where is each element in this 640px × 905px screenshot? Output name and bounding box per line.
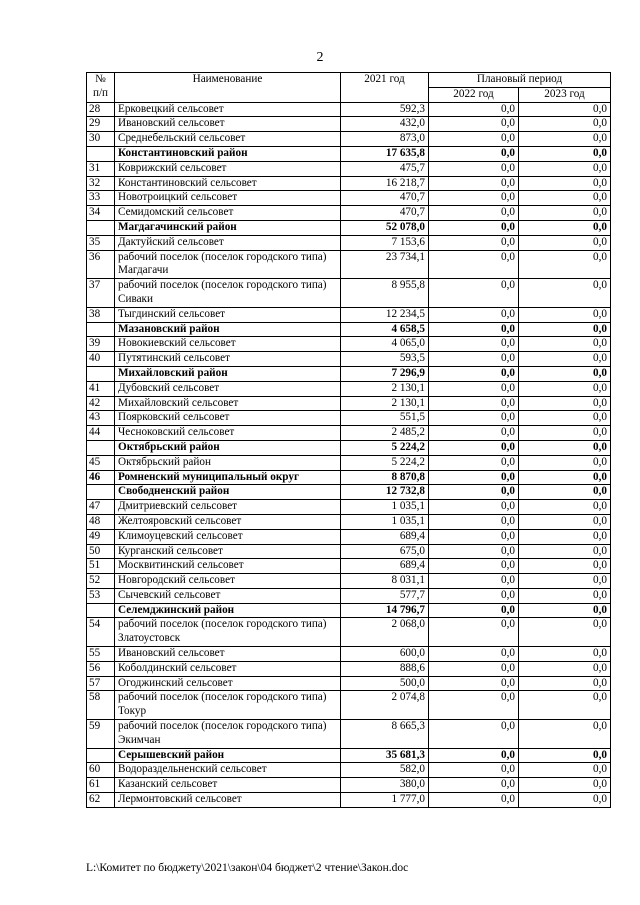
row-2021-cell: 12 234,5	[341, 307, 429, 322]
row-name-cell: Новгородский сельсовет	[115, 574, 341, 589]
row-2023-cell: 0,0	[519, 337, 611, 352]
table-row	[87, 500, 611, 515]
row-number-cell: 56	[87, 661, 115, 676]
row-2023-cell: 0,0	[519, 146, 611, 161]
row-2023-cell: 0,0	[519, 322, 611, 337]
table-row	[87, 529, 611, 544]
row-2023-cell: 0,0	[519, 470, 611, 485]
row-number-cell: 44	[87, 426, 115, 441]
row-2021-cell: 577,7	[341, 588, 429, 603]
row-name-cell: Водораздельненский сельсовет	[115, 763, 341, 778]
table-row	[87, 191, 611, 206]
row-2021-cell: 551,5	[341, 411, 429, 426]
row-name-cell: рабочий поселок (поселок городского типа) Экимчан	[115, 720, 341, 749]
row-name-cell: Октябрьский район	[115, 455, 341, 470]
row-2022-cell: 0,0	[429, 191, 519, 206]
row-2022-cell: 0,0	[429, 337, 519, 352]
row-2021-cell: 5 224,2	[341, 440, 429, 455]
row-number-cell: 60	[87, 763, 115, 778]
row-2022-cell: 0,0	[429, 176, 519, 191]
row-2022-cell: 0,0	[429, 146, 519, 161]
row-number-cell: 29	[87, 117, 115, 132]
row-name-cell: Октябрьский район	[115, 440, 341, 455]
row-number-cell: 46	[87, 470, 115, 485]
row-name-cell: Ромненский муниципальный округ	[115, 470, 341, 485]
table-row	[87, 544, 611, 559]
row-2023-cell: 0,0	[519, 352, 611, 367]
row-2022-cell: 0,0	[429, 500, 519, 515]
row-2022-cell: 0,0	[429, 514, 519, 529]
table-row-subtotal	[87, 485, 611, 500]
row-number-cell	[87, 603, 115, 618]
row-2023-cell: 0,0	[519, 132, 611, 147]
table-row	[87, 720, 611, 749]
row-name-cell: Новокиевский сельсовет	[115, 337, 341, 352]
row-number-cell	[87, 485, 115, 500]
row-2021-cell: 500,0	[341, 676, 429, 691]
row-number-cell: 35	[87, 235, 115, 250]
row-name-cell: Дубовский сельсовет	[115, 381, 341, 396]
header-2021: 2021 год	[341, 73, 429, 103]
row-2023-cell: 0,0	[519, 618, 611, 647]
row-2022-cell: 0,0	[429, 603, 519, 618]
row-2021-cell: 17 635,8	[341, 146, 429, 161]
row-2022-cell: 0,0	[429, 250, 519, 279]
row-2023-cell: 0,0	[519, 206, 611, 221]
row-2023-cell: 0,0	[519, 161, 611, 176]
row-name-cell: Сычевский сельсовет	[115, 588, 341, 603]
row-number-cell	[87, 748, 115, 763]
row-2021-cell: 8 870,8	[341, 470, 429, 485]
row-2021-cell: 380,0	[341, 778, 429, 793]
row-2022-cell: 0,0	[429, 485, 519, 500]
row-number-cell: 55	[87, 647, 115, 662]
row-2021-cell: 23 734,1	[341, 250, 429, 279]
row-2022-cell: 0,0	[429, 440, 519, 455]
row-2021-cell: 888,6	[341, 661, 429, 676]
row-2023-cell: 0,0	[519, 381, 611, 396]
row-2023-cell: 0,0	[519, 307, 611, 322]
row-2023-cell: 0,0	[519, 279, 611, 308]
row-2023-cell: 0,0	[519, 235, 611, 250]
row-2023-cell: 0,0	[519, 720, 611, 749]
row-name-cell: Ерковецкий сельсовет	[115, 102, 341, 117]
table-row	[87, 307, 611, 322]
header-2022: 2022 год	[429, 87, 519, 102]
row-2022-cell: 0,0	[429, 352, 519, 367]
row-2021-cell: 7 153,6	[341, 235, 429, 250]
table-row	[87, 661, 611, 676]
row-2022-cell: 0,0	[429, 618, 519, 647]
table-row	[87, 381, 611, 396]
table-row-subtotal	[87, 470, 611, 485]
row-name-cell: Курганский сельсовет	[115, 544, 341, 559]
row-2021-cell: 8 031,1	[341, 574, 429, 589]
row-2021-cell: 593,5	[341, 352, 429, 367]
table-row-subtotal	[87, 220, 611, 235]
row-2023-cell: 0,0	[519, 191, 611, 206]
row-2022-cell: 0,0	[429, 366, 519, 381]
row-2021-cell: 16 218,7	[341, 176, 429, 191]
row-2022-cell: 0,0	[429, 470, 519, 485]
budget-table-container	[86, 72, 610, 808]
row-2022-cell: 0,0	[429, 748, 519, 763]
row-2023-cell: 0,0	[519, 220, 611, 235]
table-row	[87, 455, 611, 470]
row-2022-cell: 0,0	[429, 588, 519, 603]
row-number-cell: 34	[87, 206, 115, 221]
row-2021-cell: 4 658,5	[341, 322, 429, 337]
table-row	[87, 793, 611, 808]
row-number-cell: 47	[87, 500, 115, 515]
table-row	[87, 574, 611, 589]
row-2021-cell: 470,7	[341, 191, 429, 206]
table-row	[87, 647, 611, 662]
row-name-cell: Свободненский район	[115, 485, 341, 500]
row-2021-cell: 2 068,0	[341, 618, 429, 647]
table-row	[87, 279, 611, 308]
row-number-cell: 57	[87, 676, 115, 691]
row-2023-cell: 0,0	[519, 250, 611, 279]
row-2021-cell: 14 796,7	[341, 603, 429, 618]
row-name-cell: Поярковский сельсовет	[115, 411, 341, 426]
header-plan-period: Плановый период	[429, 73, 611, 88]
row-2023-cell: 0,0	[519, 793, 611, 808]
row-2022-cell: 0,0	[429, 661, 519, 676]
row-2021-cell: 432,0	[341, 117, 429, 132]
row-2023-cell: 0,0	[519, 661, 611, 676]
row-name-cell: Мазановский район	[115, 322, 341, 337]
row-name-cell: Москвитинский сельсовет	[115, 559, 341, 574]
row-2021-cell: 600,0	[341, 647, 429, 662]
header-2023: 2023 год	[519, 87, 611, 102]
row-2021-cell: 2 485,2	[341, 426, 429, 441]
row-number-cell: 62	[87, 793, 115, 808]
row-2022-cell: 0,0	[429, 235, 519, 250]
row-2021-cell: 592,3	[341, 102, 429, 117]
row-2023-cell: 0,0	[519, 514, 611, 529]
row-name-cell: Лермонтовский сельсовет	[115, 793, 341, 808]
row-number-cell: 43	[87, 411, 115, 426]
row-number-cell	[87, 220, 115, 235]
row-2022-cell: 0,0	[429, 102, 519, 117]
row-2022-cell: 0,0	[429, 307, 519, 322]
row-number-cell: 37	[87, 279, 115, 308]
row-2021-cell: 12 732,8	[341, 485, 429, 500]
row-number-cell: 28	[87, 102, 115, 117]
row-2022-cell: 0,0	[429, 676, 519, 691]
row-number-cell: 49	[87, 529, 115, 544]
row-name-cell: Ивановский сельсовет	[115, 117, 341, 132]
row-name-cell: Коболдинский сельсовет	[115, 661, 341, 676]
row-name-cell: Казанский сельсовет	[115, 778, 341, 793]
row-2021-cell: 8 665,3	[341, 720, 429, 749]
row-2022-cell: 0,0	[429, 411, 519, 426]
row-name-cell: Климоуцевский сельсовет	[115, 529, 341, 544]
table-row	[87, 250, 611, 279]
table-row	[87, 337, 611, 352]
table-row	[87, 426, 611, 441]
row-number-cell: 42	[87, 396, 115, 411]
row-2021-cell: 1 035,1	[341, 500, 429, 515]
row-2021-cell: 873,0	[341, 132, 429, 147]
row-2023-cell: 0,0	[519, 455, 611, 470]
row-name-cell: Ивановский сельсовет	[115, 647, 341, 662]
row-number-cell: 36	[87, 250, 115, 279]
table-row	[87, 117, 611, 132]
row-2022-cell: 0,0	[429, 574, 519, 589]
row-2021-cell: 689,4	[341, 559, 429, 574]
table-row	[87, 559, 611, 574]
row-2022-cell: 0,0	[429, 559, 519, 574]
row-name-cell: Константиновский район	[115, 146, 341, 161]
page-number: 2	[316, 50, 324, 65]
row-number-cell: 38	[87, 307, 115, 322]
row-2023-cell: 0,0	[519, 676, 611, 691]
row-number-cell: 61	[87, 778, 115, 793]
row-name-cell: Михайловский сельсовет	[115, 396, 341, 411]
row-number-cell: 50	[87, 544, 115, 559]
row-name-cell: Серышевский район	[115, 748, 341, 763]
row-number-cell: 41	[87, 381, 115, 396]
row-name-cell: рабочий поселок (поселок городского типа) Токур	[115, 691, 341, 720]
row-2021-cell: 2 130,1	[341, 381, 429, 396]
row-2022-cell: 0,0	[429, 381, 519, 396]
row-number-cell	[87, 146, 115, 161]
row-2022-cell: 0,0	[429, 455, 519, 470]
table-row	[87, 514, 611, 529]
table-body	[87, 102, 611, 807]
row-2023-cell: 0,0	[519, 440, 611, 455]
row-2022-cell: 0,0	[429, 763, 519, 778]
row-2022-cell: 0,0	[429, 117, 519, 132]
row-name-cell: Михайловский район	[115, 366, 341, 381]
row-2023-cell: 0,0	[519, 176, 611, 191]
table-row	[87, 102, 611, 117]
table-row-subtotal	[87, 366, 611, 381]
table-row	[87, 132, 611, 147]
table-row	[87, 161, 611, 176]
row-name-cell: Семидомский сельсовет	[115, 206, 341, 221]
row-2021-cell: 5 224,2	[341, 455, 429, 470]
row-2021-cell: 8 955,8	[341, 279, 429, 308]
row-2021-cell: 675,0	[341, 544, 429, 559]
header-name: Наименование	[115, 73, 341, 103]
table-row	[87, 588, 611, 603]
row-2023-cell: 0,0	[519, 574, 611, 589]
row-2022-cell: 0,0	[429, 778, 519, 793]
row-name-cell: Тыгдинский сельсовет	[115, 307, 341, 322]
row-2023-cell: 0,0	[519, 763, 611, 778]
row-name-cell: Константиновский сельсовет	[115, 176, 341, 191]
row-name-cell: Среднебельский сельсовет	[115, 132, 341, 147]
row-2021-cell: 2 130,1	[341, 396, 429, 411]
row-number-cell: 31	[87, 161, 115, 176]
row-number-cell: 53	[87, 588, 115, 603]
table-row	[87, 618, 611, 647]
row-2023-cell: 0,0	[519, 691, 611, 720]
table-row	[87, 411, 611, 426]
row-2022-cell: 0,0	[429, 426, 519, 441]
row-name-cell: Новотроицкий сельсовет	[115, 191, 341, 206]
row-2021-cell: 35 681,3	[341, 748, 429, 763]
row-name-cell: Дактуйский сельсовет	[115, 235, 341, 250]
table-row	[87, 396, 611, 411]
table-row-subtotal	[87, 146, 611, 161]
row-2022-cell: 0,0	[429, 691, 519, 720]
row-2023-cell: 0,0	[519, 748, 611, 763]
row-2022-cell: 0,0	[429, 529, 519, 544]
row-2021-cell: 689,4	[341, 529, 429, 544]
row-number-cell: 40	[87, 352, 115, 367]
row-name-cell: Путятинский сельсовет	[115, 352, 341, 367]
row-2022-cell: 0,0	[429, 793, 519, 808]
row-2023-cell: 0,0	[519, 588, 611, 603]
row-2022-cell: 0,0	[429, 279, 519, 308]
row-2022-cell: 0,0	[429, 322, 519, 337]
row-2023-cell: 0,0	[519, 411, 611, 426]
row-2022-cell: 0,0	[429, 720, 519, 749]
budget-table	[86, 72, 611, 808]
row-number-cell: 48	[87, 514, 115, 529]
row-2022-cell: 0,0	[429, 161, 519, 176]
table-header-row	[87, 73, 611, 88]
table-row	[87, 206, 611, 221]
row-number-cell: 59	[87, 720, 115, 749]
row-2023-cell: 0,0	[519, 117, 611, 132]
table-row-subtotal	[87, 440, 611, 455]
row-number-cell	[87, 322, 115, 337]
row-2021-cell: 4 065,0	[341, 337, 429, 352]
row-2023-cell: 0,0	[519, 396, 611, 411]
table-row	[87, 676, 611, 691]
table-row	[87, 352, 611, 367]
row-name-cell: Дмитриевский сельсовет	[115, 500, 341, 515]
row-number-cell: 32	[87, 176, 115, 191]
table-row	[87, 763, 611, 778]
row-2022-cell: 0,0	[429, 544, 519, 559]
row-name-cell: рабочий поселок (поселок городского типа) Сиваки	[115, 279, 341, 308]
row-2022-cell: 0,0	[429, 647, 519, 662]
row-2022-cell: 0,0	[429, 396, 519, 411]
row-2021-cell: 2 074,8	[341, 691, 429, 720]
row-number-cell	[87, 366, 115, 381]
row-number-cell: 30	[87, 132, 115, 147]
row-number-cell: 52	[87, 574, 115, 589]
row-2023-cell: 0,0	[519, 603, 611, 618]
table-row-subtotal	[87, 748, 611, 763]
row-2023-cell: 0,0	[519, 559, 611, 574]
row-2023-cell: 0,0	[519, 366, 611, 381]
row-number-cell: 58	[87, 691, 115, 720]
row-2023-cell: 0,0	[519, 647, 611, 662]
header-number: № п/п	[87, 73, 115, 103]
row-number-cell: 33	[87, 191, 115, 206]
row-name-cell: рабочий поселок (поселок городского типа) Златоустовск	[115, 618, 341, 647]
row-2022-cell: 0,0	[429, 132, 519, 147]
row-2021-cell: 1 777,0	[341, 793, 429, 808]
table-row	[87, 235, 611, 250]
row-2021-cell: 582,0	[341, 763, 429, 778]
table-row	[87, 176, 611, 191]
row-2021-cell: 52 078,0	[341, 220, 429, 235]
row-2021-cell: 7 296,9	[341, 366, 429, 381]
row-name-cell: Желтояровский сельсовет	[115, 514, 341, 529]
table-row-subtotal	[87, 603, 611, 618]
table-row-subtotal	[87, 322, 611, 337]
row-number-cell: 39	[87, 337, 115, 352]
row-name-cell: Селемджинский район	[115, 603, 341, 618]
row-2023-cell: 0,0	[519, 426, 611, 441]
row-number-cell: 54	[87, 618, 115, 647]
row-2021-cell: 475,7	[341, 161, 429, 176]
row-2022-cell: 0,0	[429, 206, 519, 221]
table-row	[87, 691, 611, 720]
row-name-cell: Коврижский сельсовет	[115, 161, 341, 176]
row-name-cell: Магдагачинский район	[115, 220, 341, 235]
row-name-cell: Чесноковский сельсовет	[115, 426, 341, 441]
row-2023-cell: 0,0	[519, 544, 611, 559]
table-row	[87, 778, 611, 793]
row-number-cell	[87, 440, 115, 455]
row-2021-cell: 470,7	[341, 206, 429, 221]
row-2023-cell: 0,0	[519, 485, 611, 500]
row-number-cell: 51	[87, 559, 115, 574]
row-2023-cell: 0,0	[519, 500, 611, 515]
row-name-cell: Огоджинский сельсовет	[115, 676, 341, 691]
row-number-cell: 45	[87, 455, 115, 470]
row-2023-cell: 0,0	[519, 778, 611, 793]
row-name-cell: рабочий поселок (поселок городского типа) Магдагачи	[115, 250, 341, 279]
row-2022-cell: 0,0	[429, 220, 519, 235]
row-2023-cell: 0,0	[519, 529, 611, 544]
row-2021-cell: 1 035,1	[341, 514, 429, 529]
row-2023-cell: 0,0	[519, 102, 611, 117]
file-path-footer: L:\Комитет по бюджету\2021\закон\04 бюджет\2 чтение\Закон.doc	[86, 862, 409, 874]
